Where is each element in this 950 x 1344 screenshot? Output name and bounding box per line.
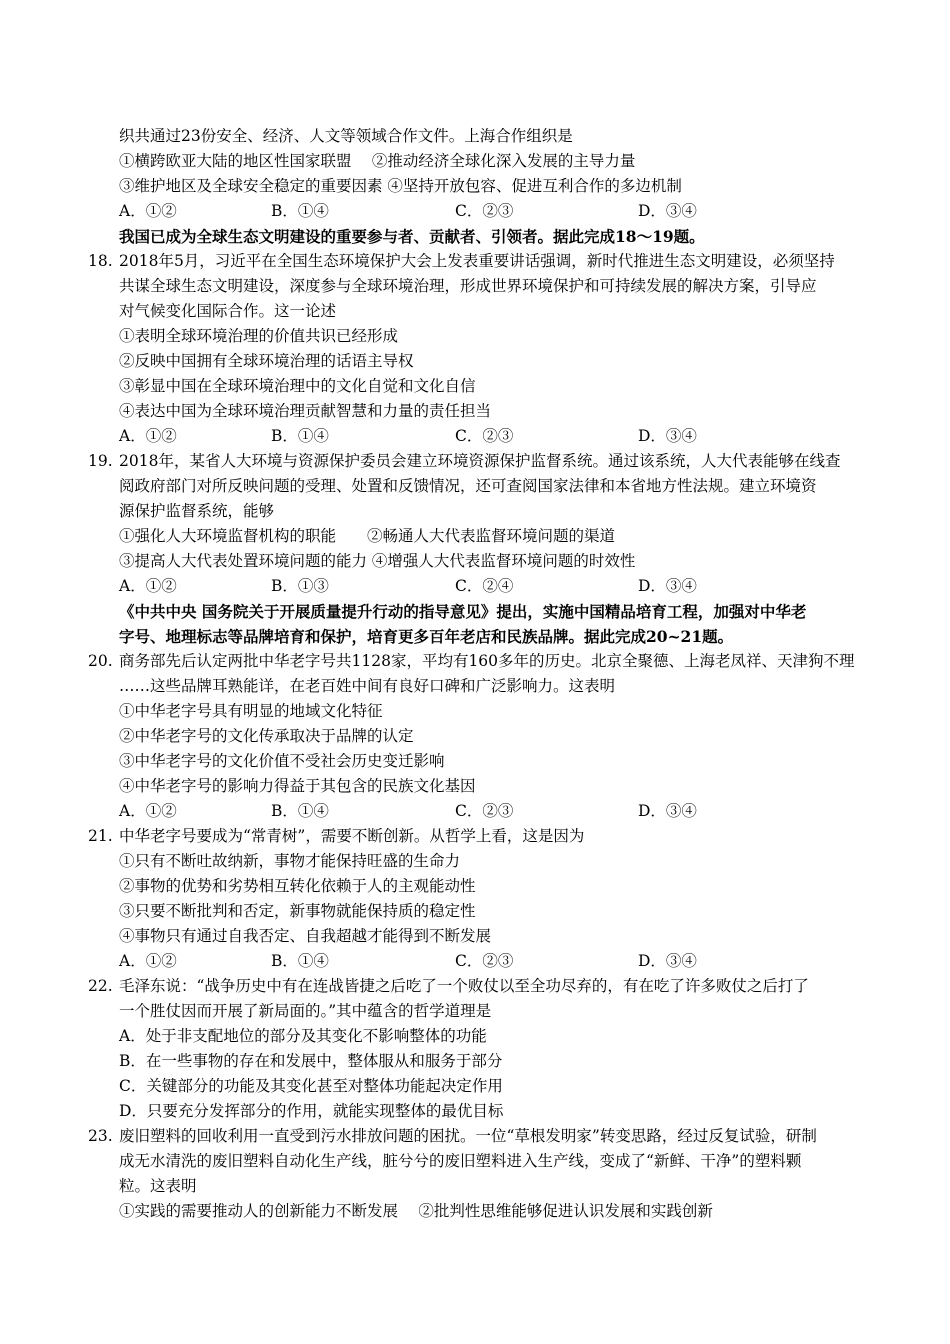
q17-option-c: C．②③	[455, 202, 514, 220]
q17-item-1: ①横跨欧亚大陆的地区性国家联盟 ②推动经济全球化深入发展的主导力量	[119, 152, 636, 170]
q20-line-2: ……这些品牌耳熟能详，在老百姓中间有良好口碑和广泛影响力。这表明	[119, 677, 616, 695]
q21-item-4: ④事物只有通过自我否定、自我超越才能得到不断发展	[119, 927, 492, 945]
q21-item-1: ①只有不断吐故纳新，事物才能保持旺盛的生命力	[119, 852, 461, 870]
q19-line-3: 源保护监督系统，能够	[119, 502, 275, 520]
q18-item-2: ②反映中国拥有全球环境治理的话语主导权	[119, 352, 414, 370]
q18-item-1: ①表明全球环境治理的价值共识已经形成	[119, 327, 399, 345]
q18-item-4: ④表达中国为全球环境治理贡献智慧和力量的责任担当	[119, 402, 492, 420]
q20-option-d: D．③④	[638, 802, 697, 820]
q22-choice-c: C．关键部分的功能及其变化甚至对整体功能起决定作用	[119, 1077, 503, 1095]
q21-option-b: B．①④	[271, 952, 329, 970]
q21-option-d: D．③④	[638, 952, 697, 970]
q21-item-2: ②事物的优势和劣势相互转化依赖于人的主观能动性	[119, 877, 476, 895]
q19-option-d: D．③④	[638, 577, 697, 595]
q21-item-3: ③只要不断批判和否定，新事物就能保持质的稳定性	[119, 902, 476, 920]
q21-option-c: C．②③	[455, 952, 514, 970]
q21-option-a: A．①②	[119, 952, 177, 970]
q23-number: 23.	[88, 1127, 113, 1145]
q17-option-a: A．①②	[119, 202, 177, 220]
q17-item-2: ③维护地区及全球安全稳定的重要因素 ④坚持开放包容、促进互利合作的多边机制	[119, 177, 682, 195]
q19-option-b: B．①③	[271, 577, 329, 595]
q20-option-c: C．②③	[455, 802, 514, 820]
stem-20-21-line-2: 字号、地理标志等品牌培育和保护，培育更多百年老店和民族品牌。据此完成20~21题。	[119, 627, 734, 646]
q18-line-3: 对气候变化国际合作。这一论述	[119, 302, 337, 320]
q18-line-1: 2018年5月，习近平在全国生态环境保护大会上发表重要讲话强调，新时代推进生态文明建设，必须坚持	[119, 252, 835, 270]
q19-number: 19.	[88, 452, 113, 470]
q18-option-d: D．③④	[638, 427, 697, 445]
q19-option-a: A．①②	[119, 577, 177, 595]
q17-option-d: D．③④	[638, 202, 697, 220]
q20-item-3: ③中华老字号的文化价值不受社会历史变迁影响	[119, 752, 445, 770]
q20-option-b: B．①④	[271, 802, 329, 820]
q22-choice-a: A．处于非支配地位的部分及其变化不影响整体的功能	[119, 1027, 487, 1045]
q21-line-1: 中华老字号要成为“常青树”，需要不断创新。从哲学上看，这是因为	[119, 827, 585, 845]
q18-option-a: A．①②	[119, 427, 177, 445]
q19-line-1: 2018年，某省人大环境与资源保护委员会建立环境资源保护监督系统。通过该系统，人大代表能够在线查	[119, 452, 841, 470]
q18-number: 18.	[88, 252, 113, 270]
q20-item-1: ①中华老字号具有明显的地域文化特征	[119, 702, 383, 720]
q23-line-3: 粒。这表明	[119, 1177, 197, 1195]
q20-item-4: ④中华老字号的影响力得益于其包含的民族文化基因	[119, 777, 476, 795]
q21-number: 21.	[88, 827, 113, 845]
q20-item-2: ②中华老字号的文化传承取决于品牌的认定	[119, 727, 414, 745]
q22-choice-d: D．只要充分发挥部分的作用，就能实现整体的最优目标	[119, 1102, 504, 1120]
q18-item-3: ③彰显中国在全球环境治理中的文化自觉和文化自信	[119, 377, 476, 395]
q19-item-2: ③提高人大代表处置环境问题的能力 ④增强人大代表监督环境问题的时效性	[119, 552, 636, 570]
q23-line-2: 成无水清洗的废旧塑料自动化生产线，脏兮兮的废旧塑料进入生产线，变成了“新鲜、干净”的塑料颗	[119, 1152, 802, 1170]
q20-number: 20.	[88, 652, 113, 670]
q22-line-2: 一个胜仗因而开展了新局面的。”其中蕴含的哲学道理是	[119, 1002, 492, 1020]
stem-18-19: 我国已成为全球生态文明建设的重要参与者、贡献者、引领者。据此完成18～19题。	[119, 227, 705, 246]
q19-line-2: 阅政府部门对所反映问题的受理、处置和反馈情况，还可查阅国家法律和本省地方性法规。建立环境资	[119, 477, 817, 495]
q20-line-1: 商务部先后认定两批中华老字号共1128家，平均有160多年的历史。北京全聚德、上海老凤祥、天津狗不理	[119, 652, 855, 670]
q22-line-1: 毛泽东说：“战争历史中有在连战皆捷之后吃了一个败仗以至全功尽弃的，有在吃了许多败仗之后打了	[119, 977, 809, 995]
q20-option-a: A．①②	[119, 802, 177, 820]
q19-item-1: ①强化人大环境监督机构的职能 ②畅通人大代表监督环境问题的渠道	[119, 527, 616, 545]
q22-number: 22.	[88, 977, 113, 995]
q19-option-c: C．②④	[455, 577, 514, 595]
q23-line-1: 废旧塑料的回收利用一直受到污水排放问题的困扰。一位“草根发明家”转变思路，经过反复试验，研制	[119, 1127, 817, 1145]
q18-option-b: B．①④	[271, 427, 329, 445]
q22-choice-b: B．在一些事物的存在和发展中，整体服从和服务于部分	[119, 1052, 503, 1070]
stem-20-21-line-1: 《中共中央 国务院关于开展质量提升行动的指导意见》提出，实施中国精品培育工程，加强对中华老	[119, 602, 807, 621]
intro-line: 织共通过23份安全、经济、人文等领域合作文件。上海合作组织是	[119, 127, 573, 145]
q18-line-2: 共谋全球生态文明建设，深度参与全球环境治理，形成世界环境保护和可持续发展的解决方案，引导应	[119, 277, 817, 295]
q17-option-b: B．①④	[271, 202, 329, 220]
q18-option-c: C．②③	[455, 427, 514, 445]
q23-item-1: ①实践的需要推动人的创新能力不断发展 ②批判性思维能够促进认识发展和实践创新	[119, 1202, 713, 1220]
